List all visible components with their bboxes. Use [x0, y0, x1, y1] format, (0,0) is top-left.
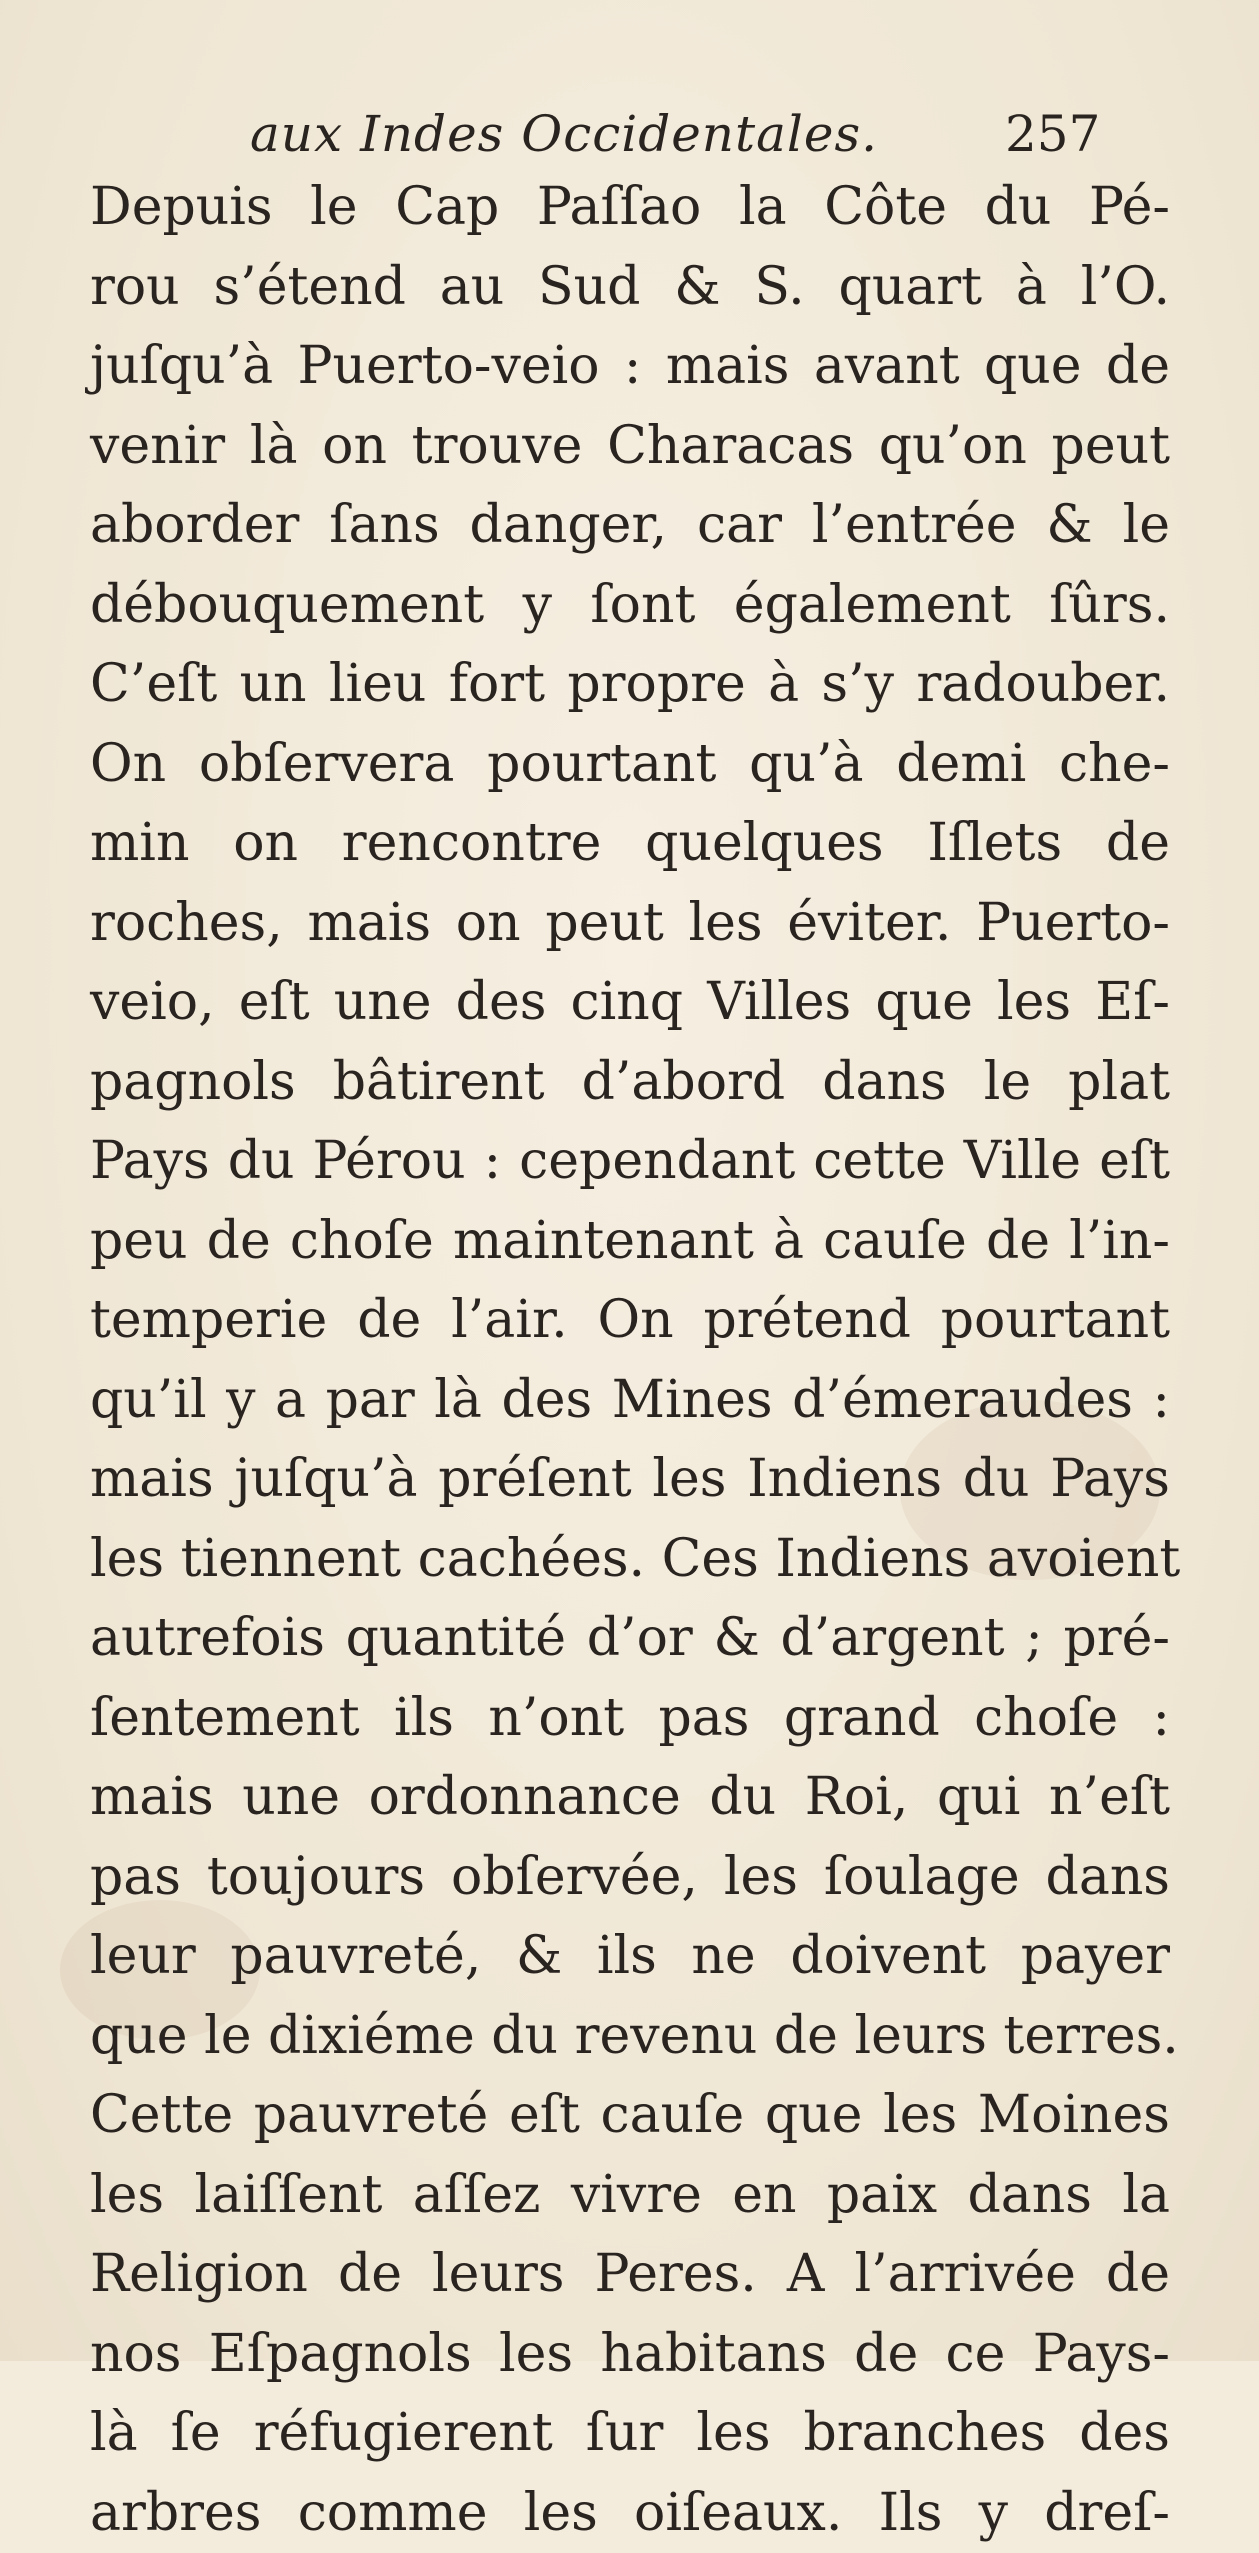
text-line: ſentement ils n’ont pas grand choſe :	[90, 1679, 1170, 1759]
running-title: aux Indes Occidentales.	[250, 105, 878, 163]
text-line: les tiennent cachées. Ces Indiens avoient	[90, 1520, 1170, 1600]
text-line: pagnols bâtirent d’abord dans le plat	[90, 1043, 1170, 1123]
text-line: les laiſſent aſſez vivre en paix dans la	[90, 2156, 1170, 2236]
text-line: min on rencontre quelques Iſlets de	[90, 804, 1170, 884]
text-line: temperie de l’air. On prétend pourtant	[90, 1281, 1170, 1361]
text-line: arbres comme les oiſeaux. Ils y dreſ-	[90, 2474, 1170, 2553]
running-head	[0, 105, 1259, 175]
text-line: mais juſqu’à préſent les Indiens du Pays	[90, 1440, 1170, 1520]
text-line: mais une ordonnance du Roi, qui n’eſt	[90, 1758, 1170, 1838]
text-line: juſqu’à Puerto-veio : mais avant que de	[90, 327, 1170, 407]
text-line: Religion de leurs Peres. A l’arrivée de	[90, 2235, 1170, 2315]
text-line: roches, mais on peut les éviter. Puerto-	[90, 884, 1170, 964]
text-line: Cette pauvreté eſt cauſe que les Moines	[90, 2076, 1170, 2156]
text-line: autrefois quantité d’or & d’argent ; pré-	[90, 1599, 1170, 1679]
text-line: là ſe réfugierent ſur les branches des	[90, 2394, 1170, 2474]
text-line: nos Eſpagnols les habitans de ce Pays-	[90, 2315, 1170, 2395]
body-text	[90, 168, 1170, 2553]
text-line: peu de choſe maintenant à cauſe de l’in-	[90, 1202, 1170, 1282]
text-line: On obſervera pourtant qu’à demi che-	[90, 725, 1170, 805]
text-line: qu’il y a par là des Mines d’émeraudes :	[90, 1361, 1170, 1441]
text-line: Pays du Pérou : cependant cette Ville eſt	[90, 1122, 1170, 1202]
text-line: venir là on trouve Characas qu’on peut	[90, 407, 1170, 487]
text-line: débouquement y ſont également ſûrs.	[90, 566, 1170, 646]
text-line: que le dixiéme du revenu de leurs terres.	[90, 1997, 1170, 2077]
text-line: veio, eſt une des cinq Villes que les Eſ-	[90, 963, 1170, 1043]
text-line: C’eſt un lieu fort propre à s’y radouber.	[90, 645, 1170, 725]
page-number: 257	[1005, 105, 1100, 163]
text-line: aborder ſans danger, car l’entrée & le	[90, 486, 1170, 566]
text-line: pas toujours obſervée, les ſoulage dans	[90, 1838, 1170, 1918]
text-line: Depuis le Cap Paſſao la Côte du Pé-	[90, 168, 1170, 248]
text-line: rou s’étend au Sud & S. quart à l’O.	[90, 248, 1170, 328]
text-line: leur pauvreté, & ils ne doivent payer	[90, 1917, 1170, 1997]
